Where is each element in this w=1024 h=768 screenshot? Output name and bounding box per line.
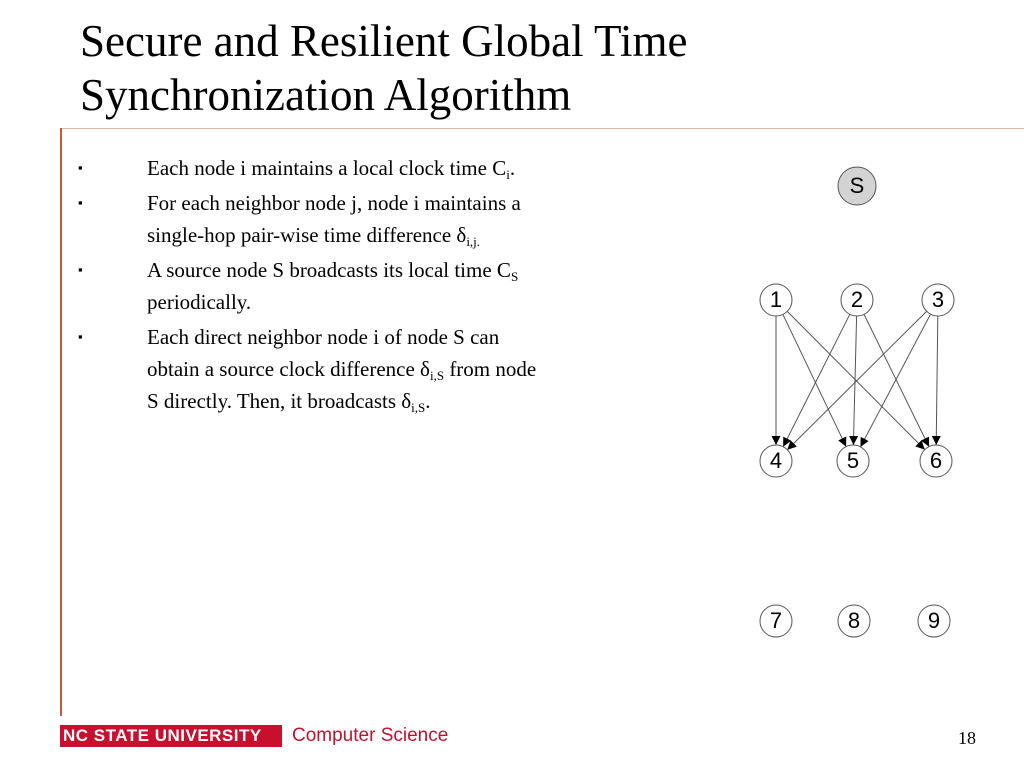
subscript: i,S bbox=[411, 400, 426, 415]
node-9 bbox=[918, 605, 950, 637]
bullet-text: S directly. Then, it broadcasts δ bbox=[147, 389, 412, 413]
bullet-marker: ▪ bbox=[78, 195, 83, 210]
bullet-text: periodically. bbox=[147, 290, 252, 314]
university-logo: NC STATE UNIVERSITY bbox=[60, 725, 282, 747]
bullet-text: from node bbox=[444, 357, 537, 381]
node-S bbox=[838, 167, 876, 205]
node-label: 2 bbox=[850, 286, 864, 312]
node-1 bbox=[760, 284, 792, 316]
node-5 bbox=[837, 445, 869, 477]
node-label: 1 bbox=[769, 286, 783, 312]
edges-layer bbox=[776, 311, 938, 449]
node-label: 4 bbox=[769, 447, 783, 473]
node-label: 8 bbox=[847, 607, 861, 633]
title-line-1: Secure and Resilient Global Time bbox=[80, 16, 688, 66]
node-label: S bbox=[849, 172, 865, 198]
node-4 bbox=[760, 445, 792, 477]
bullet-text: Each direct neighbor node i of node S can bbox=[147, 325, 500, 349]
subscript: i,S bbox=[429, 368, 445, 383]
bullet-marker: ▪ bbox=[78, 329, 83, 344]
edge-3-5 bbox=[860, 314, 930, 447]
node-label: 9 bbox=[927, 607, 941, 633]
nodes-layer bbox=[760, 167, 954, 637]
node-label: 7 bbox=[769, 607, 783, 633]
node-8 bbox=[838, 605, 870, 637]
bullet-marker: ▪ bbox=[78, 262, 83, 277]
subscript: S bbox=[510, 269, 519, 284]
bullet-text: single-hop pair-wise time difference δ bbox=[147, 223, 467, 247]
page-number: 18 bbox=[958, 728, 976, 748]
bullet-text: . bbox=[425, 389, 431, 413]
subscript: i,j. bbox=[466, 234, 481, 249]
edge-2-4 bbox=[783, 314, 850, 446]
edge-2-6 bbox=[864, 314, 929, 446]
department-name: Computer Science bbox=[292, 725, 449, 746]
node-2 bbox=[841, 284, 873, 316]
bullet-text: A source node S broadcasts its local time C bbox=[147, 258, 511, 282]
subscript: i bbox=[506, 167, 510, 182]
node-7 bbox=[760, 605, 792, 637]
node-3 bbox=[922, 284, 954, 316]
bullet-text: obtain a source clock difference δ bbox=[147, 357, 430, 381]
node-label: 5 bbox=[846, 447, 860, 473]
node-label: 6 bbox=[929, 447, 943, 473]
bullet-text: . bbox=[509, 156, 516, 180]
edge-3-6 bbox=[936, 316, 938, 445]
edge-1-5 bbox=[783, 314, 846, 446]
bullet-text: For each neighbor node j, node i maintains a bbox=[147, 191, 521, 215]
bullet-marker: ▪ bbox=[78, 160, 83, 175]
title-line-2: Synchronization Algorithm bbox=[80, 70, 572, 120]
node-label: 3 bbox=[931, 286, 945, 312]
bullet-text: Each node i maintains a local clock time C bbox=[147, 156, 507, 180]
node-6 bbox=[920, 445, 952, 477]
